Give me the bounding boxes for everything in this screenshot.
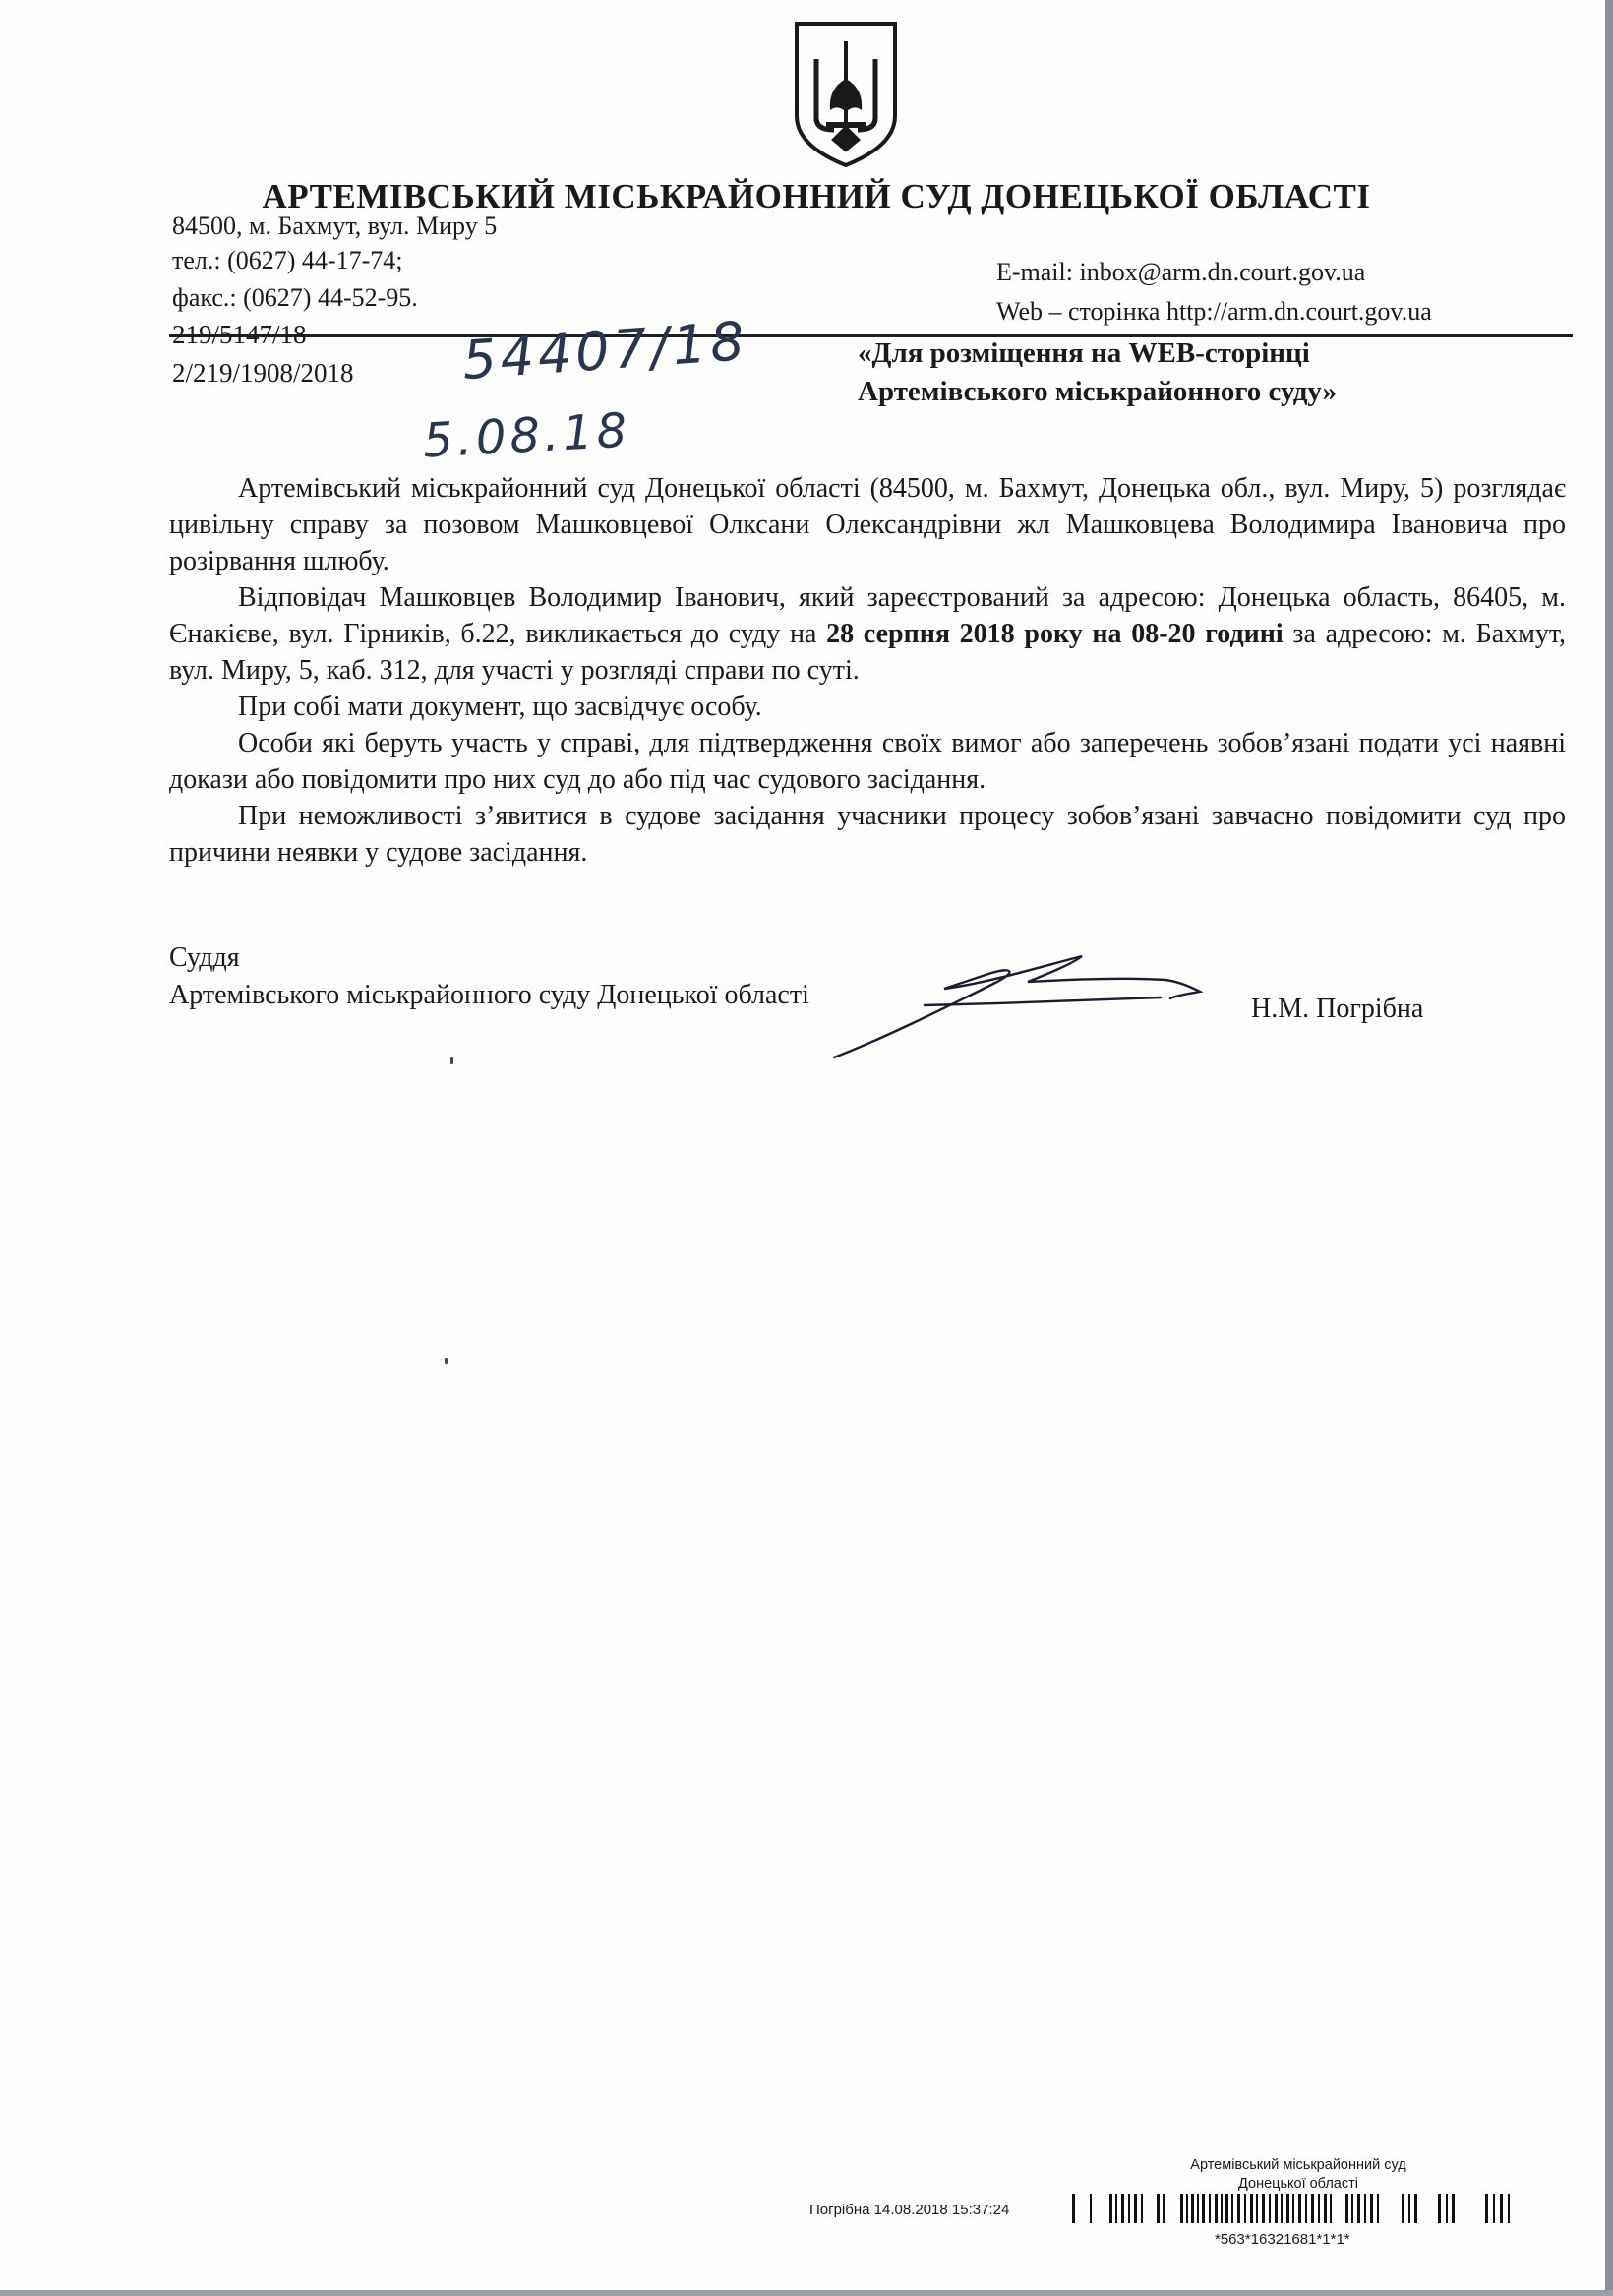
reference-number: 219/5147/18 <box>172 320 307 349</box>
paragraph-evidence: Особи які беруть участь у справі, для підтвердження своїх вимог або заперечень зобов’язані подати усі наявні докази або повідомити про них суд до або під час судового засідання. <box>169 728 1566 795</box>
court-website: Web – сторінка http://arm.dn.court.gov.ua <box>996 297 1432 326</box>
summons-body <box>169 470 1566 871</box>
paragraph-absence-notice: При неможливості з’явитися в судове засідання учасники процесу зобов’язані завчасно повідомити суд про причини неявки у судове засідання. <box>169 801 1566 868</box>
scan-edge-bottom <box>0 2290 1613 2296</box>
court-phone: тел.: (0627) 44-17-74; <box>172 246 403 274</box>
registration-court-line-1: Артемівський міськрайонний суд <box>1190 2157 1406 2173</box>
scan-speck <box>450 1057 453 1064</box>
court-email: E-mail: inbox@arm.dn.court.gov.ua <box>996 258 1366 286</box>
judge-title: Суддя <box>169 942 240 973</box>
registration-meta: Погрібна 14.08.2018 15:37:24 <box>809 2202 1010 2218</box>
paragraph-summons <box>169 579 1566 689</box>
court-title: АРТЕМІВСЬКИЙ МІСЬКРАЙОННИЙ СУД ДОНЕЦЬКОЇ ОБЛАСТІ <box>262 177 1371 215</box>
handwritten-date: 5.08.18 <box>421 402 632 469</box>
scan-speck <box>445 1358 448 1364</box>
paragraph-case-description: Артемівський міськрайонний суд Донецької області (84500, м. Бахмут, Донецька обл., вул. Миру, 5) розглядає цивільну справу за позовом Машковцевої Олксани Олександрівни жл Машковцева Володимира Івановича про розірвання шлюбу. <box>169 473 1566 576</box>
scan-edge-right <box>1605 0 1613 2296</box>
judge-title-block <box>169 939 809 1014</box>
signature-icon <box>826 944 1279 1062</box>
summons-text-end: за адресою: м. Бахмут, вул. Миру, 5, каб. 312, для участі у розгляді справи по суті. <box>169 619 1566 686</box>
placement-line-1: «Для розміщення на WEB-сторінці <box>858 337 1310 369</box>
summons-text-start: Відповідач Машковцев Володимир Іванович, який зареєстрований за адресою: Донецька область, 86405, м. Єнакієве, вул. Гірників, б.22, викликається до суду на <box>169 582 1566 649</box>
judge-court-line: Артемівського міськрайонного суду Донецької області <box>169 980 809 1010</box>
judge-name: Н.М. Погрібна <box>1251 994 1424 1024</box>
paragraph-id-document: При собі мати документ, що засвідчує особу. <box>238 692 762 722</box>
placement-line-2: Артемівського міськрайонного суду» <box>858 376 1338 407</box>
barcode-number: *563*16321681*1*1* <box>1215 2231 1350 2248</box>
court-address: 84500, м. Бахмут, вул. Миру 5 <box>172 211 498 240</box>
coat-of-arms-icon <box>787 20 905 169</box>
case-number: 2/219/1908/2018 <box>172 358 354 388</box>
hearing-datetime: 28 серпня 2018 року на 08-20 годині <box>826 619 1284 649</box>
court-fax: факс.: (0627) 44-52-95. <box>172 283 418 312</box>
registration-court-line-2: Донецької області <box>1238 2176 1358 2192</box>
registration-court-name <box>1121 2156 1475 2194</box>
handwritten-registration-number: 54407/18 <box>460 309 750 393</box>
web-placement-note <box>858 334 1467 411</box>
barcode-icon <box>1072 2192 1549 2233</box>
